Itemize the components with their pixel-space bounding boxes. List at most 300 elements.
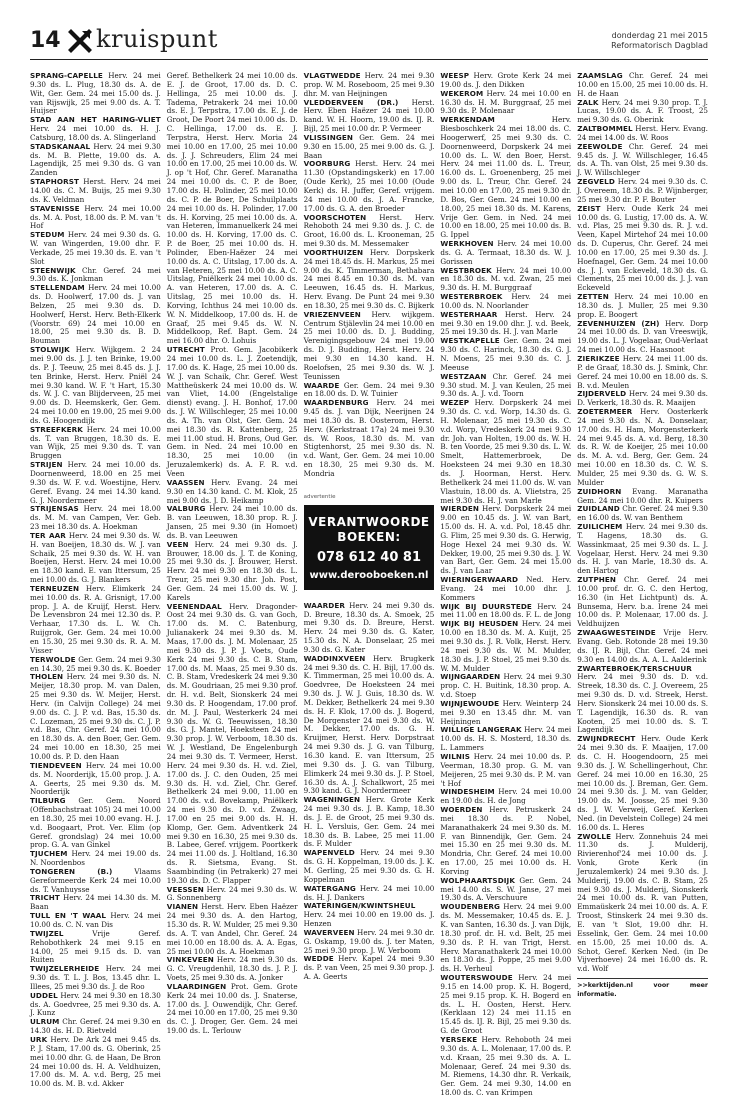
place-name: STELLENDAM: [30, 283, 85, 293]
place-name: UDDEL: [30, 990, 58, 1000]
section-title: kruispunt: [96, 25, 218, 53]
church-entry: [304, 249, 435, 311]
church-entry: [304, 955, 435, 982]
place-name: STAVENISSE: [30, 203, 80, 213]
place-name: TERWOLDE: [30, 654, 76, 664]
service-times: Herv. 24 mei 10.00 ds. M. Noorderijk, 15.00 prop. J. A. A. Geerts, 25 mei 9.30 ds. M. Noorderijk: [30, 760, 161, 797]
service-times: Herv. Elimkerk 24 mei 10.00 ds. R. A. Grisnigt, 17.00 prop. J. A. de Kruijf, Herst. Herv. De Levensbron 24 mei 12.30 ds. P. Verhaar, 17.30 ds. L. W. Ch. Ruijgrok, Ger. Gem. 24 mei 10.00 en 15.30, 25 mei 9.30 ds. R. A. M. Visser: [30, 583, 161, 655]
service-times: Herv. 24 mei 9.15 en 14.00 prop. K. H. Bogerd, 25 mei 9.15 prop. K. H. Bogerd en ds. L. H. Oosten, Herst. Herv. (Kerklaan 12) 24 mei 11.15 en 15.45 ds. IJ. R. Bijl, 25 mei 9.30 ds. G. de Groot: [440, 973, 572, 1036]
place-name: WAVERVEEN: [303, 927, 355, 937]
church-entry: [577, 390, 708, 408]
church-entry: [30, 284, 161, 346]
service-times: Herv. Dorp 24 mei 10.00 ds. D. van Vreeswijk, 19.00 ds. L. J. Vogelaar, Oud-Verlaat 24 mei 10.00 ds. C. Haasnoot: [577, 318, 708, 355]
service-times: Chr. Geref. 24 mei 9.30 en 14.30 ds. H. D. Rietveld: [30, 1017, 161, 1036]
church-entry: [577, 320, 708, 355]
church-entry: [30, 231, 161, 266]
church-entry: [577, 488, 708, 506]
newspaper-name: Reformatorisch Dagblad: [611, 41, 708, 50]
place-name: STOLWIJK: [30, 345, 70, 355]
service-times: Herv. Brugkerk 24 mei 9.30 ds. C. H. Bijl, 17.00 ds. K. Timmerman, 25 mei 10.00 ds. A. Goedvree, De Hoeksteen 24 mei 9.30 ds. J. W. J. Guis, 18.30 ds. W. M. Dekker, Bethelkerk 24 mei 9.30 ds. H. F. Klok, 17.00 ds. J. Bogerd, De Morgenster 24 mei 9.30 ds. W. M. Dekker, 17.00 ds. G. H. Kruijmer, Herst. Herv. Dorpstraat 24 mei 9.30 ds. J. G. van Tilburg, 16.30 kand. E. van Ittersum, 25 mei 9.30 ds. J. G. van Tilburg, Elimkerk 24 mei 9.30 ds. J. P. Stoel, 16.30 ds. A. J. Schalkwort, 25 mei 9.30 kand. G. J. Noordermeer: [303, 653, 435, 796]
place-name: WOERDEN: [440, 805, 483, 815]
service-times: Herv. 24 mei 9.30 ds. T. L. J. Bos, 13.45 dhr. L. Illees, 25 mei 9.30 ds. J. de Roo: [30, 964, 161, 991]
place-name: ULRUM: [30, 1017, 60, 1027]
place-name: ZALK: [577, 97, 599, 107]
service-times: Herv. 24 mei 18.00 ds. M. M. van Campen, Ver. Geb. 23 mei 18.30 ds. A. Hoekman: [30, 504, 161, 532]
place-name: WEZEP: [440, 398, 470, 408]
place-name: TRICHT: [30, 893, 60, 903]
page-number: 14: [30, 28, 61, 53]
church-entry: [167, 603, 298, 886]
place-name: ZWAAGWESTEINDE: [577, 628, 656, 638]
issue-date: donderdag 21 mei 2015: [611, 31, 708, 40]
place-name: WILNIS: [440, 751, 471, 761]
place-name: WAARDER: [303, 600, 345, 610]
church-entry: [577, 833, 708, 975]
kerktijden-link[interactable]: >>kerktijden.nl voor meer informatie.: [577, 978, 708, 1000]
church-entry: [577, 408, 708, 488]
place-name: STEENWIJK: [30, 265, 76, 275]
service-times: Herv. Evang. 24 mei 9.30 en 14.30 kand. C. M. Klok, 25 mei 9.00 ds. J. D. Heikamp: [166, 477, 298, 505]
column-4: [440, 71, 572, 1098]
service-times: Herst. Herv. 24 mei 14.00 ds. C. M. Buijs, 25 mei 9.30 ds. K. Veldman: [30, 177, 161, 204]
church-entry: [304, 382, 435, 400]
service-times: Herv. 24 mei 9.30 ds. G. C. Vreugdenhil, 18.30 ds. J. P. J. Voets, 25 mei 9.30 ds. A. Jonker: [166, 955, 298, 983]
place-name: VOORTHUIZEN: [303, 247, 364, 257]
place-name: STAD AAN HET HARING-VLIET: [30, 115, 161, 125]
place-name: YERSEKE: [440, 1034, 478, 1044]
church-entry: [304, 902, 435, 929]
service-times: Herv. 24 mei 10.00 ds. G. A. Termaat, 18.30 ds. W. J. Gorissen: [440, 239, 572, 266]
place-name: TONGEREN (B.): [30, 866, 113, 876]
service-times: Herv. Wijkgem. 2 24 mei 9.00 ds. J. J. ten Brinke, 19.00 ds. P. J. Teeuw, 25 mei 8.45 ds. J. J. ten Brinke, Herst. Herv. Pniël 24 mei 9.30 kand. W. F. 't Hart, 15.30 ds. W. J. C. van Blijderveen, 25 mei 9.00 ds. D. Heemskerk, Ger. Gem. 24 mei 10.00 en 19.00, 25 mei 9.00 ds. G. Hoogendijk: [30, 345, 161, 425]
church-entry: [167, 886, 298, 904]
church-entry: [30, 532, 161, 585]
place-name: VOORSCHOTEN: [303, 212, 367, 222]
service-times: Herv. Zonnehuis 24 mei 11.30 ds. J. Mulderij, Rivierenhof'24 mei 10.00 ds. J. Vonk, Grote Kerk (in Jeruzalemkerk) 24 mei 9.30 ds. J. Mulderij, 19.00 ds. C. B. Stam, 25 mei 9.30 ds. J. Mulderij, Sionskerk 24 mei 10.00 ds. R. van Putten, Emmaüskerk 24 mei 10.00 ds. A. F. Troost, Stinskerk 24 mei 9.30 ds. E. van 't Slot, 19.00 dhr. H. Esselink, Ger. Gem. 24 mei 10.00 en 15.00, 25 mei 10.00 ds. A. Schot, Geref. Kerken Ned. (in De Vijverhoeve) 24 mei 16.00 ds. R. v.d. Wolf: [577, 831, 708, 974]
church-entry: [440, 877, 571, 904]
service-times: Herv. 24 mei 9.30 dr. G. Oskamp, 19.00 ds. J. ter Maten, 25 mei 9.30 prop. J. W. Verboom: [303, 927, 435, 955]
church-entry: [577, 178, 708, 205]
cross-arrow-icon: [68, 29, 92, 53]
place-name: WESTERHAAR: [440, 309, 498, 319]
service-times: Herst. Herv. Evang. 24 mei 14.00 ds. W. Roos: [577, 124, 708, 142]
church-entry: [577, 665, 708, 736]
church-entry: [167, 541, 298, 603]
church-entry: [440, 72, 571, 90]
place-name: WESTBROEK: [440, 265, 492, 275]
place-name: ZOETERMEER: [577, 407, 633, 417]
church-entry: [167, 983, 298, 1036]
service-times: Chr. Geref. 24 mei 9.30 stud. M. J. van Keulen, 25 mei 9.30 ds. A. J. v.d. Toorn: [440, 371, 572, 399]
church-entry: [577, 576, 708, 629]
church-entry: [30, 673, 161, 761]
service-times: Vrije Herv. Evang. Geb. Rotonde 28 mei 19.30 ds. IJ. R. Bijl, Chr. Geref. 24 mei 9.30 en 14.00 ds. A. A. L. Aalderink: [577, 628, 708, 664]
service-times: Chr. Geref. 24 mei 10.00 en 15.00, 25 mei 10.00 ds. H. H. de Haan: [577, 71, 708, 98]
service-times: Evang. Maranatha Gem. 24 mei 10.00 dhr. R. Kuipers: [577, 486, 708, 505]
church-entry: [440, 240, 571, 267]
service-times: Herv. 24 mei 10.00 ds. C. N. van Dis: [30, 911, 161, 929]
church-entry: [440, 505, 571, 576]
church-entry: [304, 929, 435, 956]
service-times: Herv. 24 mei 10.00 ds. B. van Leeuwen, 18.30 prop. R. J. Jansen, 25 mei 9.30 (in Homoet) ds. B. van Leeuwen: [166, 504, 298, 540]
place-name: ZAAMSLAG: [577, 71, 623, 80]
church-entry: [304, 655, 435, 797]
church-entry: [30, 505, 161, 532]
place-name: STAPHORST: [30, 177, 79, 187]
church-entry: [304, 99, 435, 134]
place-name: VLAGTWEDDE: [303, 71, 361, 80]
church-entry: [440, 603, 571, 621]
church-entry: [30, 1036, 161, 1089]
church-entry: [440, 753, 571, 788]
place-name: ZEIST: [577, 203, 601, 213]
church-entry: [304, 72, 435, 99]
place-name: STADSKANAAL: [30, 141, 91, 151]
church-entry: [440, 399, 571, 505]
ad-website-link[interactable]: www.derooboeken.nl: [309, 569, 429, 581]
church-entry: [30, 797, 161, 850]
church-entry: [167, 346, 298, 479]
service-times: Prot. Gem. Grote Kerk 24 mei 10.00 ds. J. Snaterse, 17.00 ds. J. Ouwendijk, Chr. Geref. 24 mei 10.00 en 17.00, 25 mei 9.30 ds. C. J. Droger, Ger. Gem. 24 mei 19.00 ds. L. Terlouw: [166, 981, 298, 1036]
place-name: WIJNGAARDEN: [440, 672, 501, 682]
service-times: Herst. Herv. 24 mei 9.30 en 19.00 dhr. J. v.d. Beek, 25 mei 19.30 ds. H. J. van Marle: [440, 309, 572, 337]
service-times: Herv. 24 mei 11.00 en 18.00 ds. F. L. de Jong: [440, 601, 572, 620]
church-times-listing: [30, 71, 708, 1098]
service-times: Herv. 24 mei 14.30 ds. M. Baan: [30, 893, 161, 912]
place-name: ZWIJNDRECHT: [577, 734, 636, 744]
church-entry: [577, 72, 708, 99]
church-entry: [440, 1036, 571, 1098]
church-entry: [440, 903, 571, 974]
church-entry: [440, 293, 571, 311]
service-times: Herv. Kapel 24 mei 9.30 ds. P. van Veen, 25 mei 9.30 prop. J. A. A. Geerts: [303, 954, 435, 982]
header-rule: [30, 59, 708, 60]
church-entry: [304, 399, 435, 479]
place-name: SPRANG-CAPELLE: [30, 71, 103, 80]
service-times: Ger. Gem. 24 mei 9.30 en 14.30, 25 mei 9.30 ds. K. Boeder: [30, 654, 161, 673]
service-times: Prot. Gem. Jacobikerk 24 mei 10.00 ds. L. J. Zoetendijk, 17.00 ds. K. Hage, 25 mei 10.00 ds. W. J. van Schaik, Chr. Geref. West Mattheüskerk 24 mei 10.00 ds. W. van Vliet, 14.00 (Engelstalige dienst) evang. J. H. Bonhof, 17.00 ds. J. W. Willschleger, 25 mei 10.00 ds. A. Th. van Olst, Ger. Gem. 24 mei 18.30 ds. R. Kattenberg, 25 mei 11.00 stud. H. Brons, Oud Ger. Gem. in Ned. 24 mei 10.00 en 18.30, 25 mei 10.00 (in Jeruzalemkerk) ds. A. F. R. v.d. Veen: [166, 345, 298, 478]
service-times: Herv. Dorpskerk 24 mei 18.45 ds. H. Markus, 25 mei 9.00 ds. K. Timmerman, Bethabara 24 mei 8.45 en 10.30 ds. M. van Leeuwen, 16.45 ds. H. Markus, Herv. Evang. De Punt 24 mei 9.30 en 18.30, 25 mei 9.30 ds. C. Bijkerk: [303, 247, 435, 310]
service-times: Herv. 24 mei 10.00 ds. Doornenweerd, 18.00 en 25 mei 9.30 ds. W. F. v.d. Woestijne, Herv. Geref. Evang. 24 mei 14.30 kand. G. J. Noordermeer: [30, 460, 161, 505]
service-times: Herv. 24 mei 10.00 ds. H. S. Mosterd, 18.30 ds. L. Lammers: [440, 725, 572, 753]
ad-headline-1: VERANTWOORDE: [308, 514, 430, 529]
service-times: Herv. 24 mei 9.30 ds. D. Verkerk, 18.30 ds. R. Maaijen: [577, 389, 708, 408]
service-times: Herv. 24 mei 10.00 en 19.00 ds. H. de Jong: [440, 787, 572, 806]
service-times: Herv. 24 mei 10.00 en 18.30 ds. J. Muller, 25 mei 9.30 prop. E. Boogert: [577, 292, 708, 319]
church-entry: [440, 673, 571, 700]
church-entry: [167, 72, 298, 346]
service-times: Herv. 24 mei 9.30 ds. W. H. van Boeijen, 18.30 ds. W. J. van Schaik, 25 mei 9.30 ds. W. H. van Boeijen, Herst. Herv. 24 mei 10.00 en 18.30 kand. E. van Ittersum, 25 mei 10.00 ds. G. J. Blankers: [30, 530, 161, 585]
church-entry: [30, 143, 161, 178]
place-name: VEESSEN: [166, 884, 204, 894]
place-name: STREEFKERK: [30, 424, 83, 434]
church-entry: [440, 806, 571, 877]
place-name: VEEN: [166, 539, 189, 549]
church-entry: [440, 267, 571, 294]
service-times: Herv. 24 mei 9.30 ds. J. Brouwer, 18.00 ds. J. T. de Koning, 25 mei 9.30 ds. J. Brouwer, Herst. Herv. 24 mei 9.30 en 18.30 ds. L. Treur, 25 mei 9.30 dhr. Joh. Post, Ger. Gem. 24 mei 15.00 ds. W. J. Karels: [166, 539, 298, 602]
service-times: Herv. 24 mei 9.30 ds. T. Hagens, 18.30 ds. G. Wassinkmaat, 25 mei 9.30 ds. L. J. Vogelaar, Herst. Herv. 24 mei 9.30 ds. H. J. van Marle, 18.30 ds. A. den Hartog: [577, 522, 708, 576]
church-entry: [30, 992, 161, 1019]
service-times: Herv. 24 mei 9.30 en 18.30 ds. A. Goedvree, 25 mei 9.30 ds. A. J. Kunz: [30, 990, 161, 1018]
place-name: WOUTERSWOUDE: [440, 973, 513, 983]
church-entry: [304, 311, 435, 382]
church-entry: [440, 620, 571, 673]
service-times: Herv. 24 mei 11.00 ds. P. de Graaf, 18.30 ds. J. Smink, Chr. Geref. 24 mei 10.00 en 18.00 ds. S. B. v.d. Meulen: [577, 354, 708, 390]
place-name: ZALTBOMMEL: [577, 124, 633, 134]
service-times: Herst. Herv. Rehoboth 24 mei 9.30 ds. J. C. de Groot, 16.00 ds. L. Krooneman, 25 mei 9.30 ds. M. Messemaker: [303, 212, 435, 249]
place-name: VALBURG: [166, 504, 206, 514]
service-times: Herv. 24 mei 9.30 ds. L. Plug, 18.30 ds. A. de Wit, Ger. Gem. 24 mei 15.00 ds. J. van Rijswijk, 25 mei 9.00 ds. A. T. Huijser: [30, 71, 161, 116]
place-name: WAARDENBURG: [303, 398, 369, 408]
masthead: [30, 27, 708, 57]
church-entry: [167, 903, 298, 956]
place-name: WINDESHEIM: [440, 787, 495, 797]
place-name: VINKEVEEN: [166, 955, 214, 965]
service-times: Ned. Herv. Evang. 24 mei 10.00 dhr. J. Kommers: [440, 575, 572, 602]
church-entry: [440, 726, 571, 753]
church-entry: [30, 965, 161, 992]
service-times: Herv. Grote Kerk 24 mei 19.00 ds. J. den Dikken: [440, 71, 572, 89]
place-name: WESTERBROEK: [440, 292, 503, 302]
service-times: Herv. 24 mei 9.30 ds. C. J. Overeem, 18.30 ds. P. Wijnberger, 25 mei 9.30 dr. P. F. Bouter: [577, 177, 708, 204]
place-name: WAARDE: [303, 380, 340, 390]
church-entry: [30, 267, 161, 285]
service-times: Herst. Herv. Eben Haëzer 24 mei 9.30 ds. A. den Hartog, 15.30 ds. R. W. Mulder, 25 mei 9.30 ds. A. T. van Andel, Chr. Geref. 24 mei 10.00 en 18.00 ds. A. A. Egas, 25 mei 10.00 ds. A. Hoekman: [166, 902, 298, 956]
place-name: VRIEZENVEEN: [303, 309, 361, 319]
church-entry: [30, 894, 161, 912]
service-times: Ger. Gem. 24 mei 14.00 ds. S. W. Janse, 27 mei 19.30 ds. A. Verschuure: [440, 875, 572, 903]
place-name: VLISSINGEN: [303, 132, 353, 142]
place-name: ZIERIKZEE: [577, 354, 620, 363]
church-entry: [167, 956, 298, 983]
church-entry: [30, 930, 161, 965]
place-name: THOLEN: [30, 672, 64, 682]
service-times: Herv. 24 mei 9.30 prop. W. M. Roseboom, 25 mei 9.30 dhr. M. van Heijningen: [303, 71, 435, 98]
place-name: WERKENDAM: [440, 115, 495, 125]
service-times: Herv. Oosterkerk 24 mei 9.30 ds. N. A. Donselaar, 17.00 ds. H. Ham, Morgensterkerk 24 mei 9.45 ds. A. v.d. Berg, 18.30 ds. R. W. de Koeijer, 25 mei 10.00 ds. M. A. v.d. Berg, Ger. Gem. 24 mei 10.00 en 18.30 ds. C. W. S. Mulder, 25 mei 9.30 ds. G. W. S. Mulder: [577, 407, 708, 487]
church-entry: [30, 178, 161, 205]
place-name: WAGENINGEN: [303, 795, 361, 805]
church-entry: [577, 629, 708, 664]
service-times: Herv. 24 mei 10.00 ds. P. Veerman, 18.30 prop. G. M. van Meijeren, 25 mei 9.30 ds. P. M. van 't Hof: [440, 751, 572, 788]
place-name: WOLPHAARTSDIJK: [440, 875, 515, 885]
church-entry: [577, 735, 708, 832]
service-times: Herv. 24 mei 9.30 ds. N. Meijer, 18.30 prop. M. van Dalen, 25 mei 9.30 ds. W. Meijer, Herst. Herv. (in Calvijn College) 24 mei 9.00 ds. C. J. P. v.d. Bas, 15.30 ds. C. Lozeman, 25 mei 9.30 ds. C. J. P. v.d. Bas, Chr. Geref. 24 mei 10.00 en 18.30 ds. A. den Boer, Ger. Gem. 24 mei 10.00 en 18.30, 25 mei 10.00 ds. P. D. den Haan: [30, 672, 161, 761]
church-entry: [304, 796, 435, 849]
service-times: Herv. 24 mei 9.30 prop. C. H. Buitink, 18.30 prop. A. v.d. Stoep: [440, 672, 572, 700]
service-times: Chr. Geref. 24 mei 9.45 ds. J. W. Willschleger, 16.45 ds. A. Th. van Olst, 25 mei 9.30 ds. J. W. Willschleger: [577, 141, 708, 178]
church-entry: [304, 849, 435, 884]
place-name: VLEDDERVEEN (DR.): [303, 97, 399, 107]
place-name: WEKEROM: [440, 88, 484, 98]
place-name: ZEGVELD: [577, 177, 615, 187]
service-times: Ger. Gem. 24 mei 9.30 en 18.00 ds. D. W. Tuinier: [303, 380, 435, 399]
place-name: ZUIDLAND: [577, 504, 620, 514]
place-name: WILLIGE LANGERAK: [440, 725, 522, 735]
church-entry: [577, 205, 708, 293]
church-entry: [440, 116, 571, 240]
place-name: TJUCHEM: [30, 849, 68, 859]
church-entry: [577, 293, 708, 320]
church-entry: [577, 125, 708, 143]
church-entry: [577, 143, 708, 178]
service-times: Vrije Geref. Rehobothkerk 24 mei 9.15 en 14.00, 25 mei 9.15 ds. D. van Ruiten: [30, 928, 161, 965]
church-entry: [30, 912, 161, 930]
service-times: Herv. Oude Kerk 24 mei 9.30 ds. F. Maaijen, 17.00 ds. C. H. Hoogendoorn, 25 mei 9.30 ds. J. W. Schellingerhout, Chr. Geref. 24 mei 10.00 en 16.30, 25 mei 10.00 ds. J. Breman, Ger. Gem. 24 mei 9.30 ds. J. M. van Gelder, 19.00 ds. M. Joosse, 25 mei 9.30 ds. J. W. Verweij, Geref. Kerken Ned. (in Develstein College) 24 mei 16.00 ds. L. Heres: [577, 734, 708, 832]
column-2: [167, 72, 298, 1042]
church-entry: [30, 762, 161, 797]
advertisement-box[interactable]: [304, 505, 435, 590]
place-name: VAASSEN: [166, 477, 205, 487]
service-times: Herv. Grote Kerk 24 mei 9.30 ds. J. B. Kamp, 18.30 ds. J. E. de Groot, 25 mei 9.30 ds. H. L. Versluis, Ger. Gem. 24 mei 18.30 ds. B. Labee, 25 mei 11.00 ds. F. Mulder: [303, 795, 435, 849]
service-times: Ger. Gem. 24 mei 9.30 en 15.00, 25 mei 9.00 ds. G. J. Baan: [303, 132, 435, 160]
church-entry: [440, 788, 571, 806]
service-times: Herv. Dorpskerk 24 mei 9.00 en 10.45 ds. J. W. van Bart, 15.00 ds. H. A. v.d. Pol, 18.45 dhr. G. Flim, 25 mei 9.30 ds. G. Herwig, Hoge Hexel 24 mei 9.30 ds. W. Dekker, 19.00, 25 mei 9.30 ds. J. W. van Bart, Ger. Gem. 24 mei 15.00 ds. J. van Laar: [440, 504, 572, 576]
place-name: WEESP: [440, 71, 470, 80]
place-name: VIANEN: [166, 902, 199, 912]
place-name: ZETTEN: [577, 292, 609, 302]
place-name: WAPENVELD: [303, 848, 355, 858]
service-times: Geref. Bethelkerk 24 mei 10.00 ds. E. J. de Groot, 17.00 ds. D. C. Hellinga, 25 mei 10.00 ds. J. Tademа, Petrakerk 24 mei 10.00 ds. E. J. Terpstra, 17.00 ds. E. J. de Groot, De Poort 24 mei 10.00 ds. D. C. Hellinga, 17.00 ds. E. J. Terpstra, Herst. Herv. Moria 24 mei 10.00 en 17.00, 25 mei 10.00 ds. J. J. Schreuders, Elim 24 mei 10.00 en 17.00, 25 mei 10.00 ds. W. J. op 't Hof, Chr. Geref. Maranatha 24 mei 10.00 ds. C. P. de Boer, 17.00 ds. H. Polinder, 25 mei 10.00 ds. C. P. de Boer, De Schuilplaats 24 mei 10.00 ds. H. Polinder, 17.00 ds. H. Korving, 25 mei 10.00 ds. A. van Heteren, Immanuelkerk 24 mei 10.00 ds. H. Korving, 17.00 ds. C. P. de Boer, 25 mei 10.00 ds. H. Polinder, Eben-Haëzer 24 mei 10.00 ds. A. C. Uitslag, 17.00 ds. A. van Heteren, 25 mei 10.00 ds. A. C. Uitslag, Pniëlkerk 24 mei 10.00 ds. A. van Heteren, 17.00 ds. A. C. Uitslag, 25 mei 10.00 ds. H. Korving, Ichthus 24 mei 10.00 ds. W. N. Middelkoop, 17.00 ds. H. de Graaf, 25 mei 9.45 ds. W. N. Middelkoop, Ref. Bapt. Gem. 24 mei 16.00 dhr. O. Lohuis: [166, 71, 298, 346]
place-name: WIERINGERWAARD: [440, 575, 519, 585]
service-times: Vlaams Gereformeerde Kerk 24 mei 10.00 ds. T. Vanhuysse: [30, 866, 161, 894]
church-entry: [440, 700, 571, 727]
church-entry: [30, 116, 161, 143]
service-times: Herv. wijkgem. Centrum Stjälevlin 24 mei 10.00 en 25 mei 10.00 ds. D. J. Budding, Verenigingsgebouw 24 mei 19.00 ds. D. J. Budding, Herst. Herv. 24 mei 9.30 en 14.30 kand. H. Roelofsen, 25 mei 9.30 ds. W. J. Teunissen: [303, 309, 435, 381]
service-times: Herv. Oude Kerk 24 mei 10.00 ds. G. Lustig, 17.00 ds. A. W. v.d. Plas, 25 mei 9.30 ds. R. J. v.d. Veen, Kapel Mirtehof 24 mei 10.00 ds. D. Cuperus, Chr. Geref. 24 mei 10.00 en 17.00, 25 mei 9.30 ds. J. Hoefnagel, Ger. Gem. 24 mei 10.00 ds. J. J. van Eckeveld, 18.30 ds. G. Clements, 25 mei 10.00 ds. J. J. van Eckeveld: [577, 203, 708, 293]
place-name: ZUILICHEM: [577, 522, 623, 532]
church-entry: [30, 461, 161, 505]
service-times: Herv. 24 mei 10.00 ds. H. J. Catsburg, 18.00 ds. A. Slingerland: [30, 124, 161, 142]
place-name: WIERDEN: [440, 504, 480, 514]
church-entry: [30, 205, 161, 232]
service-times: Ger. Gem. Noord (Offenbachstraat 105) 24 mei 10.00 en 18.30, 25 mei 10.00 evang. H. J. v.d. Boogaart, Prot. Ver. Elim (op Geref. grondslag) 24 mei 10.00 prop. G. A. van Ginkel: [30, 796, 161, 850]
column-3: [304, 72, 435, 1042]
service-times: Herv. Dorpskerk 24 mei 9.30 ds. C. v.d. Worp, 14.30 ds. G. H. Molenaar, 25 mei 19.30 ds. C. v.d. Worp, Vredeskerk 24 mei 9.30 dr. Joh. van Holten, 19.00 ds. W. H. B. ten Voorde, 25 mei 9.30 ds. L. W. Smelt, Hattemerbroek, De Hoeksteen 24 mei 9.30 en 18.30 ds. J. Hoorman, Herst. Herv. Bethelkerk 24 mei 11.00 ds. W. van Vlastuin, 18.00 ds. A. Vlietstra, 25 mei 9.30 ds. H. J. van Marle: [440, 398, 572, 505]
service-times: Herv. 24 mei 10.00 ds. D. Hoolwerf, 17.00 ds. J. van Belzen, 25 mei 9.30 ds. D. Hoolwerf, Herst. Herv. Beth-Elkerk (Voorstr. 69) 24 mei 10.00 en 18.00, 25 mei 9.30 ds. B. D. Bouman: [30, 283, 161, 346]
church-entry: [440, 373, 571, 400]
church-entry: [440, 337, 571, 372]
church-entry: [167, 479, 298, 506]
service-times: Herv. 24 mei 19.00 ds. N. Noordenbos: [30, 849, 161, 868]
place-name: ZUTPHEN: [577, 575, 617, 585]
service-times: Herv. 24 mei 10.00 en 18.30 ds. M. v.d. Zwan, 25 mei 9.30 ds. H. M. Burggraaf: [440, 265, 572, 293]
place-name: TULL EN 'T WAAL: [30, 911, 107, 921]
service-times: Herv. 24 mei 10.00 ds. H. J. Dankers: [303, 883, 435, 902]
service-times: Herv. 24 mei 9.30 ds. G. H. Koppelman, 19.00 ds. J. K. M. Gerling, 25 mei 9.30 ds. G. H. Koppelman: [303, 848, 435, 884]
place-name: VLAARDINGEN: [166, 981, 227, 991]
place-name: STRIJENSAS: [30, 504, 79, 514]
service-times: Herv. 24 mei 9.30 ds. G. W. van Wingerden, 19.00 dhr. F. Verkade, 25 mei 19.30 ds. E. van 't Slot: [30, 230, 161, 266]
service-times: Herv. 24 mei 10.00 en 16.30 ds. H. M. Burggraaf, 25 mei 9.30 ds. P. Molenaar: [440, 88, 572, 116]
place-name: TWIJZELERHEIDE: [30, 964, 100, 974]
ad-phone: 078 612 40 81: [316, 549, 422, 565]
column-1: [30, 71, 161, 1089]
church-entry: [30, 656, 161, 674]
service-times: Herv. 24 mei 9.45 ds. J. van Dijk, Neerijnen 24 mei 18.30 ds. B. Oosterom, Herst. Herv. (Kerkstraat 17a) 24 mei 9.30 ds. W. Roos, 18.30 ds. M. van Stigtenhorst, 25 mei 9.30 ds. N. v.d. Want, Ger. Gem. 24 mei 10.00 en 18.30, 25 mei 9.30 ds. M. Mondria: [303, 398, 435, 478]
service-times: Chr. Geref. 24 mei 10.00 prof. dr. G. C. den Hertog, 16.30 (in Het Lichtpunt) ds. A. Bunsema, Herv. b.a. Irene 24 mei 10.00 ds. P. Molenaar, 17.00 ds. J. Veldhuijzen: [577, 575, 708, 629]
service-times: Herv. 24 mei 9.30 prop. T. J. Lucas, 19.00 ds. A. F. Troost, 25 mei 9.30 ds. G. Oberink: [577, 97, 708, 125]
church-entry: [440, 576, 571, 603]
place-name: WESTKAPELLE: [440, 336, 500, 346]
place-name: VOORBURG: [303, 159, 351, 169]
place-name: VEENENDAAL: [166, 601, 222, 611]
place-name: ZWOLLE: [577, 831, 612, 841]
place-name: STRIJEN: [30, 460, 63, 470]
service-times: Herst. Herv. 24 mei 11.30 (Opstandingskerk) en 17.00 (Oude Kerk), 25 mei 10.00 (Oude Kerk) ds. H. Juffer, Geref. vrijgem. 24 mei 10.00 ds. J. A. Francke, 17.00 ds. G. A. den Broeder: [303, 159, 435, 213]
service-times: Herv. Weinterp 24 mei 9.30 en 13.45 dhr. M. van Heijningen: [440, 698, 572, 726]
place-name: WIJNJEWOUDE: [440, 698, 500, 708]
service-times: Herv. 24 mei 10.00 en 19.00 ds. J. Henzen: [303, 910, 435, 929]
church-entry: [577, 99, 708, 126]
church-entry: [440, 90, 571, 117]
place-name: WOUDENBERG: [440, 902, 500, 912]
place-name: ZUIDHORN: [577, 486, 622, 496]
advertisement: [304, 493, 435, 590]
place-name: WADDINXVEEN: [303, 653, 366, 663]
place-name: ZIJDERVELD: [577, 389, 627, 399]
service-times: Chr. Geref. 24 mei 9.30 en 16.00 ds. W. van Benthem: [577, 504, 708, 523]
church-entry: [304, 214, 435, 249]
church-entry: [30, 1018, 161, 1036]
church-entry: [167, 505, 298, 540]
place-name: TIENDEVEEN: [30, 760, 82, 770]
service-times: Herv. De Ark 24 mei 9.45 ds. P. J. Stam, 17.00 ds. G. Oberink, 25 mei 10.00 dhr. G. de Haan, De Bron 24 mei 10.00 ds. H. A. Veldhuizen, 17.00 ds. M. A. v.d. Berg, 25 mei 10.00 ds. M. B. v.d. Akker: [30, 1034, 161, 1089]
church-entry: [577, 523, 708, 576]
issue-meta: [611, 31, 708, 51]
place-name: TERNEUZEN: [30, 583, 80, 593]
service-times: Herst. Herv. Eben Haëzer 24 mei 10.00 kand. W. H. Hoorn, 19.00 ds. IJ. R. Bijl, 25 mei 10.00 dr. P. Vermeer: [303, 97, 435, 134]
church-entry: [304, 160, 435, 213]
service-times: Herv. Rehoboth 24 mei 9.30 ds. A. L. Molenaar, 17.00 ds. P. v.d. Kraan, 25 mei 9.30 ds. A. L. Molenaar, Geref. 24 mei 9.30 ds. M. Riemens, 14.30 dhr. R. Verkaik, Ger. Gem. 24 mei 9.30, 14.00 en 18.00 ds. C. van Krimpen: [440, 1034, 572, 1098]
place-name: WIJK BIJ DUURSTEDE: [440, 601, 532, 611]
church-entry: [577, 505, 708, 523]
place-name: WATERGANG: [303, 883, 356, 893]
place-name: TWIJZEL: [30, 928, 64, 938]
place-name: STEDUM: [30, 230, 65, 240]
place-name: UTRECHT: [166, 345, 205, 355]
place-name: WERKHOVEN: [440, 239, 494, 249]
service-times: Herv. 24 mei 9.30 ds. D. v.d. Streek, 18.30 ds. C. J. Overeem, 25 mei 9.30 ds. D. v.d. Streek, Herst. Herv. Sionskerk 24 mei 10.00 ds. S. T. Lagendijk, 16.30 ds. R. van Kooten, 25 mei 10.00 ds. S. T. Lagendijk: [577, 672, 708, 735]
service-times: Herv. 24 mei 9.00 ds. M. Messemaker, 10.45 ds. E. J. K. van Santen, 16.30 ds. J. van Dijk, 18.30 prof. dr. H. v.d. Belt, 25 mei 9.30 ds. P. H. van Trigt, Herst. Herv. Maranathakerk 24 mei 10.00 en 18.30 ds. J. Poppe, 25 mei 9.00 ds. H. Verheul: [440, 902, 572, 974]
service-times: Chr. Geref. 24 mei 9.30 ds. K. Jonkman: [30, 265, 161, 284]
place-name: TER AAR: [30, 530, 66, 540]
service-times: Herv. 24 mei 10.00 ds. T. van Bruggen, 18.30 ds. E. van Wijk, 25 mei 9.30 ds. T. van Bruggen: [30, 424, 161, 461]
church-entry: [577, 355, 708, 390]
church-entry: [304, 602, 435, 655]
service-times: Herv. 24 mei 9.30 ds. M. B. Plette, 19.00 ds. A. Lagendijk, 25 mei 9.30 ds. G van Zanden: [30, 141, 161, 178]
place-name: URK: [30, 1034, 48, 1044]
place-name: WATERINGEN/KWINTSHEUL: [303, 901, 416, 911]
place-name: WESTZAAN: [440, 371, 487, 381]
column-5: [577, 72, 708, 1042]
church-entry: [30, 346, 161, 426]
church-entry: [304, 134, 435, 161]
advertisement-label: advertentie: [303, 493, 336, 500]
church-entry: [30, 850, 161, 868]
place-name: ZWARTEBROEK/TERSCHUUR: [577, 663, 692, 673]
service-times: Herv. 24 mei 10.00 ds. M. A. Post, 18.00 ds. P. M. van 't Hof: [30, 203, 161, 231]
service-times: Herv. Petruskerk 24 mei 18.30 ds. P. Nobel, Maranathakerk 24 mei 9.30 ds. M. F. van Binnendijk, Ger. Gem. 24 mei 15.30 en 25 mei 9.30 ds. M. Mondria, Chr. Geref. 24 mei 10.00 en 17.00, 25 mei 10.00 ds. H. Korving: [440, 805, 572, 876]
church-entry: [30, 868, 161, 895]
church-entry: [30, 585, 161, 656]
place-name: ZEEWOLDE: [577, 141, 623, 151]
service-times: Herv. 24 mei 10.00 en 18.30 ds. M. A. Kuijt, 25 mei 9.30 ds. J. R. Volk, Herst. Herv. 24 mei 9.30 ds. W. M. Mulder, 18.30 ds. J. P. Stoel, 25 mei 9.30 ds. W. M. Mulder: [440, 619, 572, 673]
service-times: Herv. 24 mei 9.30 ds. W. G. Sonnenberg: [166, 884, 298, 903]
church-entry: [440, 974, 571, 1036]
service-times: Herv. Dragonder-Oost 24 mei 9.30 ds. G. van Goch, 17.00 ds. M. C. Batenburg, Julianakerk 24 mei 9.30 ds. M. Maas, 17.00 ds. J. M. Molenaar, 25 mei 9.30 ds. J. P. J. Voets, Oude Kerk 24 mei 9.30 ds. C. B. Stam, 17.00 ds. M. Maas, 25 mei 9.30 ds. C. B. Stam, Vredeskerk 24 mei 9.30 ds. M. Goudriaan, 25 mei 9.30 prof. dr. H. v.d. Belt, Sionskerk 24 mei 9.30 ds. P. Hoogendam, 17.00 prof. dr. M. J. Paul, Westerkerk 24 mei 9.30 ds. W. G. Teeuwissen, 18.30 ds. G. J. Mantel, Hoeksteen 24 mei 9.30 prop. J. W. Verboom, 18.30 ds. W. J. Westland, De Engelenburgh 24 mei 9.30 ds. T. Vermeer, Herst. Herv. 24 mei 9.30 ds. H. v.d. Ziel, 17.00 ds. J. C. den Ouden, 25 mei 9.30 ds. H. v.d. Ziel, Chr. Geref. Bethelkerk 24 mei 9.00, 11.00 en 17.00 ds. v.d. Bovekamp, Pniëlkerk 24 mei 9.30 ds. D. v.d. Zwaag, 17.00 en 25 mei 9.00 ds. H. H. Klomp, Ger. Gem. Adventkerk 24 mei 9.30 en 16.30, 25 mei 9.30 ds. B. Labee, Geref. vrijgem. Poortkerk 24 mei 11.00 ds. J. Holtland, 16.30 ds. R. Sietsma, Evang. St. Saambinding (in Petrakerk) 27 mei 19.30 ds. D. C. Flapper: [166, 601, 298, 885]
service-times: Herv. Biesboschkerk 24 mei 18.00 ds. C. Hoogerwerf, 25 mei 9.30 ds. C. Doornenweerd, Dorpskerk 24 mei 10.00 ds. L. W. den Boer, Herst. Herv. 24 mei 11.00 ds. L. Treur, 16.00 ds. L. Groenenberg, 25 mei 9.00 ds. L. Treur, Chr. Geref. 24 mei 10.00 en 17.00, 25 mei 9.30 dr. D. Bos, Ger. Gem. 24 mei 10.00 en 18.00, 25 mei 18.30 ds. M. Karens, Vrije Ger. Gem. in Ned. 24 mei 10.00 en 18.00, 25 mei 10.00 ds. B. G. Ippel: [440, 115, 572, 240]
